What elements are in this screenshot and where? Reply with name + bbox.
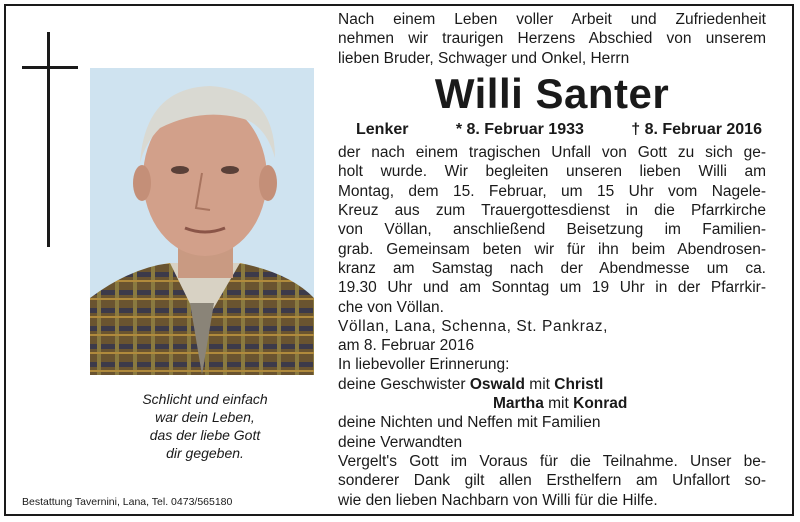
siblings-line (338, 394, 766, 413)
body-line: che von Völlan. (338, 298, 444, 316)
thanks-line: Vergelt's Gott im Voraus für die Teilnahme. Unser be- (338, 452, 766, 470)
portrait-illustration (90, 68, 314, 375)
life-dates (338, 120, 766, 139)
thanks-line: sonderer Dank gilt allen Ersthelfern am Unfallort so- (338, 472, 766, 490)
intro-line: lieben Bruder, Schwager und Onkel, Herrn (338, 49, 630, 67)
verse-line: dir gegeben. (166, 445, 244, 461)
birth-date: * 8. Februar 1933 (455, 120, 584, 138)
thanks-line: wie den lieben Nachbarn von Willi für die Hilfe. (338, 491, 658, 509)
partner-name: Christl (554, 375, 604, 393)
nephews-line: deine Nichten und Neffen mit Familien (338, 414, 601, 432)
verse-line: war dein Leben, (155, 409, 255, 425)
verse-line: das der liebe Gott (149, 427, 261, 443)
intro-line: Nach einem Leben voller Arbeit und Zufriedenheit (338, 11, 766, 28)
notice-text (338, 10, 766, 510)
siblings-line (338, 375, 766, 394)
profession: Lenker (356, 120, 409, 138)
body-line: Kreuz aus zum Trauergottesdienst in die Pfarrkirche (338, 202, 766, 220)
places-line: Völlan, Lana, Schenna, St. Pankraz, (338, 317, 609, 335)
body-line: von Völlan, anschließend Beisetzung im Familien- (338, 221, 766, 239)
partner-name: Konrad (573, 395, 628, 413)
body-line: der nach einem tragischen Unfall von Gott zu sich ge- (338, 144, 766, 162)
intro-line: nehmen wir traurigen Herzens Abschied von unserem (338, 30, 766, 48)
sibling-name: Oswald (469, 375, 525, 393)
cross-icon (47, 32, 50, 247)
body-line: kranz am Samstag nach der Abendmesse um ca. (338, 259, 766, 277)
body-line: holt wurde. Wir begleiten unseren lieben Willi am (338, 163, 766, 181)
date-line: am 8. Februar 2016 (338, 337, 475, 355)
verse-line: Schlicht und einfach (142, 391, 268, 407)
deceased-name: Willi Santer (434, 69, 670, 117)
death-date: † 8. Februar 2016 (631, 120, 762, 138)
cross-icon-bar (22, 66, 78, 69)
with-word: mit (548, 395, 569, 413)
relatives-line: deine Verwandten (338, 433, 463, 451)
verse (110, 390, 300, 462)
sibling-name: Martha (493, 395, 544, 413)
funeral-home-footer: Bestattung Tavernini, Lana, Tel. 0473/565180 (22, 496, 233, 508)
with-word: mit (529, 375, 550, 393)
portrait-photo (90, 68, 314, 375)
body-line: 19.30 Uhr und am Sonntag um 19 Uhr in der Pfarrkir- (338, 279, 766, 297)
body-line: Montag, dem 15. Februar, um 15 Uhr vom Nagele- (338, 182, 766, 200)
siblings-prefix: deine Geschwister (338, 375, 466, 393)
memory-intro: In liebevoller Erinnerung: (338, 356, 510, 374)
body-line: grab. Gemeinsam beten wir für ihn beim Abendrosen- (338, 240, 766, 258)
